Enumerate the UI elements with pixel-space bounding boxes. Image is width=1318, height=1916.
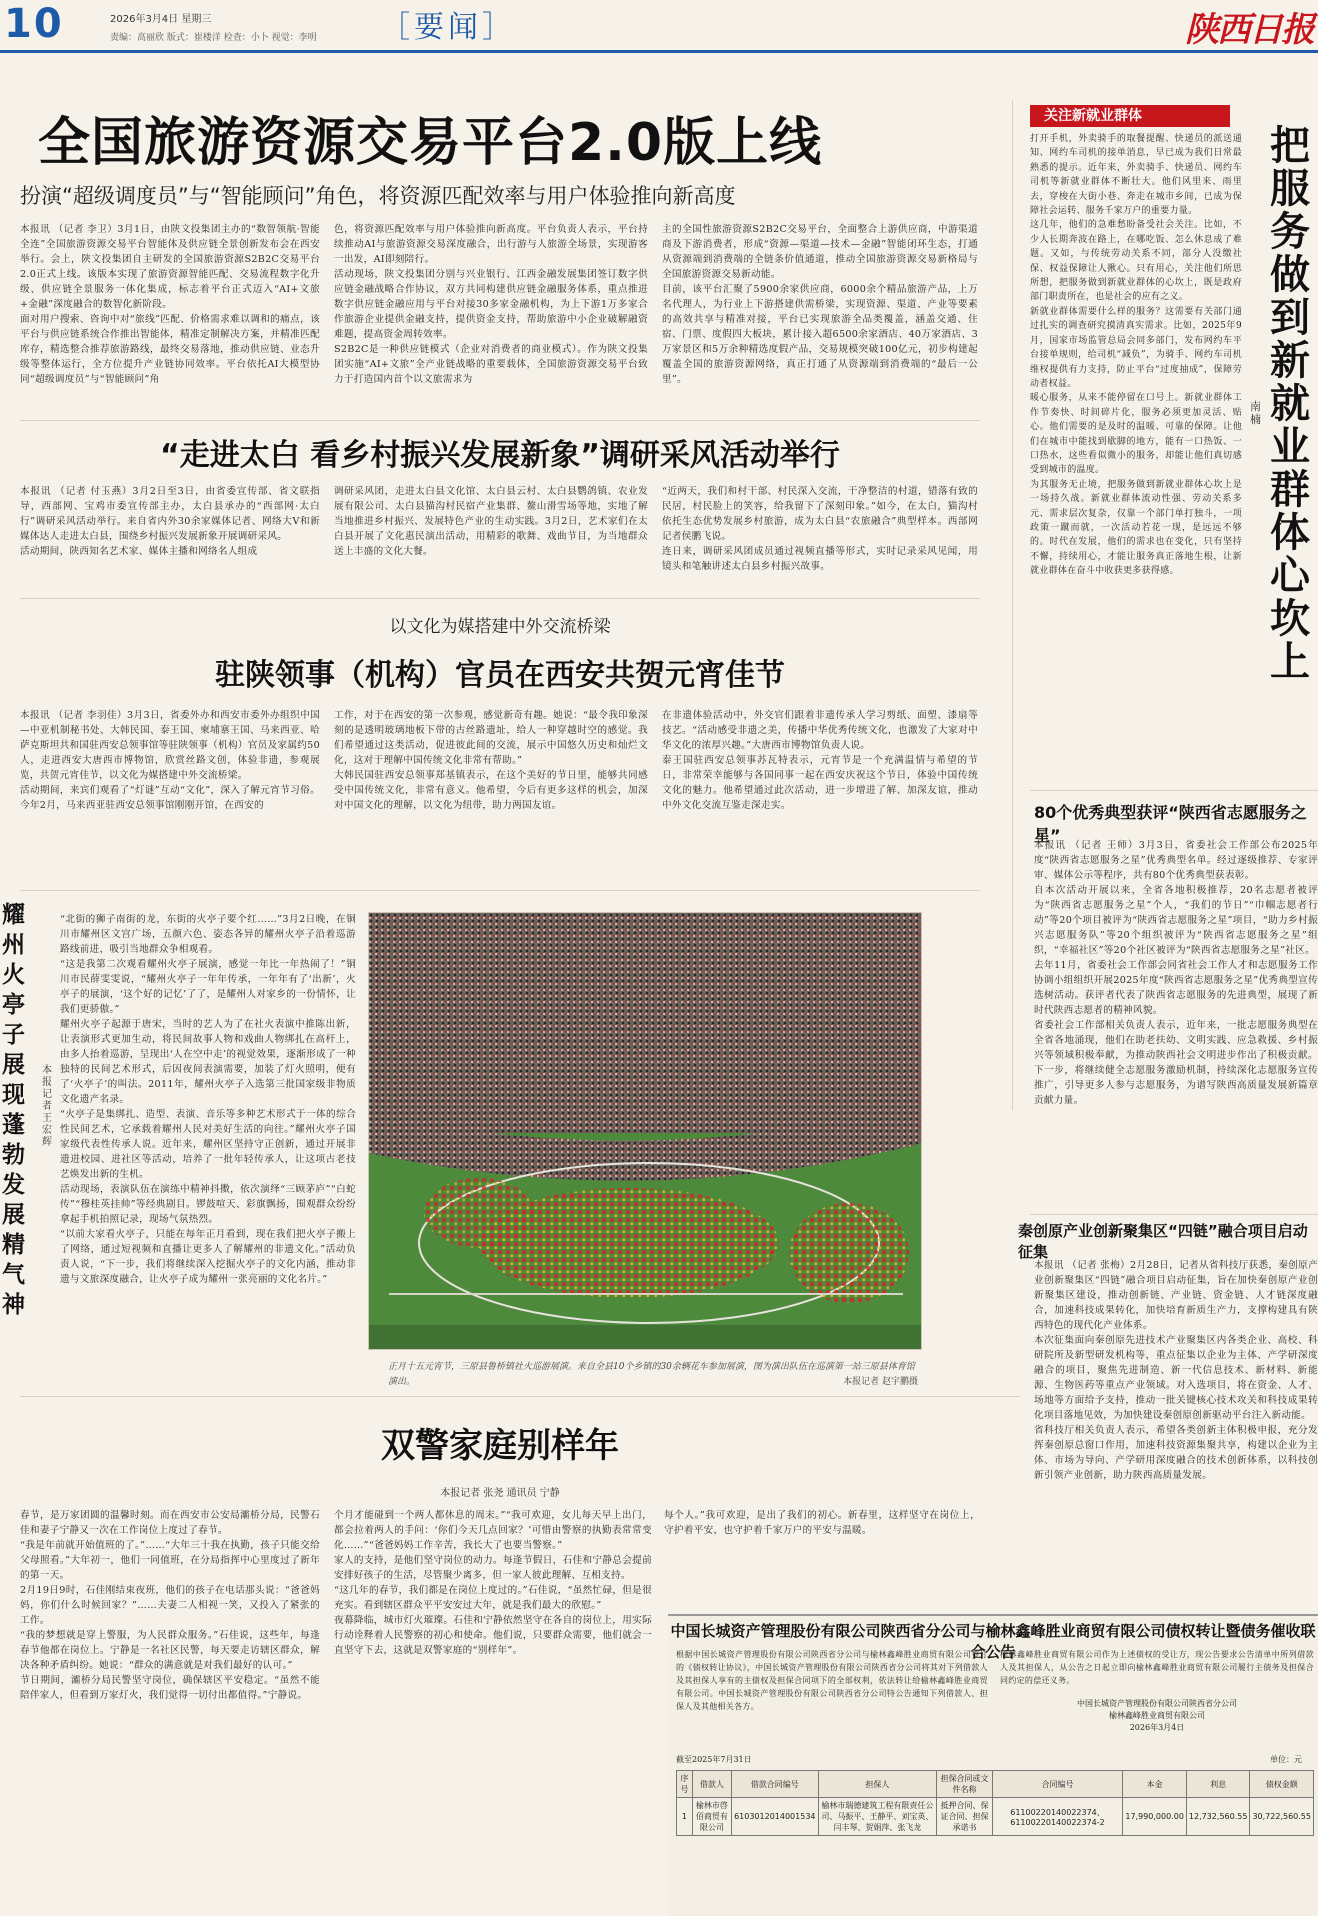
column-body: 打开手机，外卖骑手的取餐提醒、快递员的派送通知、网约车司机的接单消息，早已成为我们日常最熟悉的提示。近年来，外卖骑手、快递员、网约车司机等新就业群体不断壮大。他们风里来、雨里去，穿梭在大街小巷、奔走在城市乡间，已成为保障社会运转、服务千家万户的重要力量。 这几年，他们的急难愁盼备受社会关注。比如，不少人长期奔波在路上，在哪吃饭、怎么休息成了难题。又如，与传统劳动关系不同，部分人没缴社保、权益保障让人揪心。只有用心，关注他们所思所想，把服务做到新就业群体的心坎上，既是政府部门职责所在，也是社会的应有之义。 新就业群体需要什么样的服务？这需要有关部门通过扎实的调查研究摸清真实需求。比如，2025年9月，国家市场监管总局会同多部门，发布网约车平台接单规则，给司机“减负”，为骑手、网约车司机维权提供有力支持，防止平台“过度抽成”，保障劳动者权益。 暖心服务，从来不能停留在口号上。新就业群体工作节奏快、时间碎片化，服务必须更加灵活、贴心。他们需要的是及时的温暖、可靠的保障。让他们在城市中能找到歇脚的地方，能有一口热饭、一口热水，这些看似微小的服务，却能让他们真切感受到城市的温度。 为其服务无止境，把服务做到新就业群体心坎上是一场持久战。新就业群体流动性强、劳动关系多元、需求层次复杂，仅靠一个部门单打独斗，一项政策一蹴而就，一次活动若花一现，是远远不够的。时代在发展，他们的需求也在变化，只有坚持不懈，持续用心，才能让服务真正落地生根，让新就业群体在奋斗中收获更多获得感。 [1030,134,1242,577]
lead-body-col-3: 主的全国性旅游资源S2B2C交易平台，全面整合上游供应商，中游渠道商及下游消费者，形成“资源—渠道—技术—金融”智能闭环生态，打通从资源端到消费端的全链条价值通道，推动全国旅游资源交易新格局与全国旅游资源交易新动能。 目前，该平台汇聚了5900余家供应商，6000余个精品旅游产品，上万名代理人，为行业上下游搭建供需桥梁，实现资源、渠道、产业等要素的高效共享与精准对接，平台已实现旅游全品类覆盖，涵盖交通、住宿、门票、度假四大板块，累计接入超6500余家酒店、40万家酒店、3万家景区和5万余种精选度假产品，交易规模突破100亿元，初步构建起覆盖全国的旅游资源网络，真正打通了从资源端到消费端的“最后一公里”。 [662,224,978,385]
table-cell: 61100220140022374、61100220140022374-2 [992,1798,1123,1836]
notice-body-left: 根据中国长城资产管理股份有限公司陕西省分公司与榆林鑫峰胜业商贸有限公司签订的《债权转让协议》，中国长城资产管理股份有限公司陕西省分公司将其对下列借款人及其担保人享有的主债权及担保合同项下的全部权利，依法转让给榆林鑫峰胜业商贸有限公司。中国长城资产管理股份有限公司陕西省分公司特公告通知下列借款人、担保人及其他相关各方。 [676,1650,988,1711]
lantern-body: “北街的狮子南街的龙，东街的火亭子要个红……”3月2日晚，在铜川市耀州区文宫广场，五颜六色、姿态各异的耀州火亭子沿着巡游路线前进，吸引当地群众争相观看。 “这是我第二次观看耀州火亭子展演，感觉一年比一年热闹了！”铜川市民薛雯雯说，“耀州火亭子一年年传承，一年年有了‘出新’，火亭子的展演，‘这个好的记忆’了了，是耀州人对家乡的一份情怀，让我们更骄傲。” 耀州火亭子起源于唐宋，当时的艺人为了在社火表演中推陈出新，让表演形式更加生动，将民间故事人物和戏曲人物绑扎在高杆上，由多人抬着巡游，呈现出‘人在空中走’的视觉效果，逐渐形成了一种独特的民间艺术形式，后因夜间表演需要，加装了灯火照明，便有了‘火亭子’的叫法。2011年，耀州火亭子入选第三批国家级非物质文化遗产名录。 “火亭子是集绑扎、造型、表演、音乐等多种艺术形式于一体的综合性民间艺术，它承载着耀州人民对美好生活的向往。”耀州火亭子国家级代表性传承人说。近年来，耀州区坚持守正创新，通过开展非遗进校园、进社区等活动，培养了一批年轻传承人，让这项古老技艺焕发出新的生机。 活动现场，表演队伍在演练中精神抖擞，依次演绎“三顾茅庐”“白蛇传”“穆桂英挂帅”等经典剧目。锣鼓喧天、彩旗飘扬，围观群众纷纷拿起手机拍照记录，现场气氛热烈。 “以前大家看火亭子，只能在每年正月看到，现在我们把火亭子搬上了网络，通过短视频和直播让更多人了解耀州的非遗文化。”活动负责人说，“下一步，我们将继续深入挖掘火亭子的文化内涵，推动非遗与文旅深度融合，让火亭子成为耀州一张亮丽的文化名片。” [60,914,356,1285]
photo-caption-text: 正月十五元宵节，三原县鲁桥镇社火巡游展演。来自全县10个乡镇的30余辆花车参加展演，图为演出队伍在巡演第一站三原县体育馆演出。 [388,1362,915,1387]
divider [20,598,980,599]
lead-subheadline: 扮演“超级调度员”与“智能顾问”角色，将资源匹配效率与用户体验推向新高度 [20,184,736,208]
table-cell: 榆林市瑞德建筑工程有限责任公司、马振平、王静平、刘宝英、闫丰琴、贺娟萍、张飞龙 [818,1798,937,1836]
page-number: 10 [4,1,64,47]
divider [20,420,980,421]
divider [20,1396,1020,1397]
festival-photo [368,912,922,1350]
notice-signature-2: 榆林鑫峰胜业商贸有限公司 [1109,1711,1205,1720]
table-header-cell: 本金 [1123,1771,1187,1798]
table-cell: 抵押合同、保证合同、担保承诺书 [937,1798,992,1836]
survey-body-col-1: 本报讯 （记者 付玉燕）3月2日至3日，由省委宣传部、省文联指导，西部网、宝鸡市委宣传部主办，太白县承办的“西部网·太白行”调研采风活动举行。来自省内外30余家媒体记者、网络大V和新媒体达人走进太白县，围绕乡村振兴发展新象开展调研采风。 活动期间，陕西知名艺术家、媒体主播和网络名人组成 [20,486,320,557]
festival-photo-illustration [369,913,922,1350]
police-body-col-3: 每个人。”我可欢迎，是出了我们的初心。新春里，这样坚守在岗位上，守护着平安，也守护着千家万户的平安与温暖。 [664,1510,980,1536]
column-headline: 把服务做到新就业群体心坎上 [1270,123,1310,685]
volunteer-body: 本报讯 （记者 王师）3月3日，省委社会工作部公布2025年度“陕西省志愿服务之星”优秀典型名单。经过逐级推荐、专家评审、媒体公示等程序，共有80个优秀典型获表彰。 自本次活动开展以来，全省各地积极推荐，20名志愿者被评为“陕西省志愿服务之星”个人，“我们的节日”“巾帼志愿者行动”等20个项目被评为“陕西省志愿服务之星”项目，“助力乡村振兴志愿服务队”等20个组织被评为“陕西省志愿服务之星”组织，“幸福社区”等20个社区被评为“陕西省志愿服务之星”社区。 去年11月，省委社会工作部会同省社会工作人才和志愿服务工作协调小组组织开展2025年度“陕西省志愿服务之星”优秀典型宣传选树活动。获评者代表了陕西省志愿服务的先进典型，展现了新时代陕西志愿者的精神风貌。 省委社会工作部相关负责人表示，近年来，一批志愿服务典型在全省各地涌现，他们在助老扶幼、文明实践、应急救援、乡村振兴等领域积极奉献，为推动陕西社会文明进步作出了积极贡献。下一步，将继续健全志愿服务激励机制，持续深化志愿服务宣传推广，引导更多人参与志愿服务，为谱写陕西高质量发展新篇章贡献力量。 [1034,840,1318,1106]
table-header-row [677,1771,1314,1798]
lead-headline: 全国旅游资源交易平台2.0版上线 [38,113,823,173]
divider [1030,1214,1318,1215]
editorial-staff: 责编：高丽欣 版式：崔楼洋 检查：小卜 视觉：李明 [110,33,317,43]
lantern-byline: 本报记者 王宏辉 [42,1065,52,1148]
column-author: 南楠 [1250,400,1261,426]
divider [20,890,980,891]
police-body-col-2: 个月才能碰到一个两人都休息的周末。”“我可欢迎，女儿每天早上出门，都会拉着两人的手问：‘你们今天几点回家？’可惜由警察的执勤表常常变化……”“爸爸妈妈工作辛苦，我长大了也要当警察。” 家人的支持，是他们坚守岗位的动力。每逢节假日，石佳和宁静总会提前安排好孩子的生活，尽管聚少离多，但一家人彼此理解、互相支持。 “这几年的春节，我们都是在岗位上度过的。”石佳说，“虽然忙碌，但是很充实。看到辖区群众平平安安过大年，就是我们最大的欣慰。” 夜幕降临，城市灯火璀璨。石佳和宁静依然坚守在各自的岗位上，用实际行动诠释着人民警察的初心和使命。他们说，只要群众需要，他们就会一直坚守下去，这就是双警家庭的“别样年”。 [334,1510,652,1656]
column-tag: 关注新就业群体 [1030,105,1230,127]
survey-headline: “走进太白 看乡村振兴发展新象”调研采风活动举行 [160,438,840,473]
lead-body-col-1: 本报讯 （记者 李卫）3月1日，由陕文投集团主办的“数智领航·智能全连”全国旅游资源交易平台智能体及供应链全景创新发布会在西安举行。会上，陕文投集团自主研发的全国旅游资源S2B2C交易平台2.0正式上线。该版本实现了旅游资源智能匹配、交易流程数字化升级、供应链全景服务一体化集成，标志着平台正式迈入“AI+文旅+金融”深度融合的数智化新阶段。 面对用户搜索、咨询中对“旅线”匹配、价格需求难以调和的痛点，该平台与供应链系统合作推出智能体，精准定制解决方案，并精准匹配库存，精选整合推荐旅游路线，最终交易落地，推动供应链、业态升级等整体运行，全方位提升产业链协同效率。平台依托AI大模型协同“超级调度员”与“智能顾问”角 [20,224,320,385]
table-header-cell: 合同编号 [992,1771,1123,1798]
innovation-body: 本报讯 （记者 张梅）2月28日，记者从省科技厅获悉，秦创原产业创新聚集区“四链”融合项目启动征集，旨在加快秦创原产业创新聚集区建设，推动创新链、产业链、资金链、人才链深度融合，加速科技成果转化，加快培育新质生产力，支撑构建具有陕西特色的现代化产业体系。 本次征集面向秦创原先进技术产业聚集区内各类企业、高校、科研院所及新型研发机构等，重点征集以企业为主体、产学研深度融合的项目，聚焦先进制造、新一代信息技术、新材料、新能源、生物医药等重点产业领域。对入选项目，将在资金、人才、场地等方面给予支持，推动一批关键核心技术攻关和科技成果转化项目落地见效，为加快建设秦创原创新驱动平台注入新动能。 省科技厅相关负责人表示，希望各类创新主体积极申报，充分发挥秦创原总窗口作用，加速科技资源集聚共享，构建以企业为主体、市场为导向、产学研用深度融合的技术创新体系，以科技创新引领产业创新，助力陕西高质量发展。 [1034,1260,1318,1481]
survey-body-col-3: “近两天，我们和村干部、村民深入交流，干净整洁的村道，错落有致的民居，村民脸上的笑容，给我留下了深刻印象。”如今，在太白，猫沟村依托生态优势发展乡村旅游，成为太白县“农旅融合”典型样本。西部网记者侯鹏飞说。 连日来，调研采风团成员通过视频直播等形式，实时记录采风见闻，用镜头和笔触讲述太白县乡村振兴故事。 [662,486,978,572]
column-divider [1012,100,1013,1110]
notice-signature-1: 中国长城资产管理股份有限公司陕西省分公司 [1077,1699,1237,1708]
table-cell: 6103012014001534 [732,1798,818,1836]
lead-body-col-2: 色，将资源匹配效率与用户体验推向新高度。平台负责人表示，平台持续推动AI与旅游资源交易深度融合，出行游与人旅游全场景，实现游客一出发，AI即刻陪行。 活动现场，陕文投集团分别与兴业银行、江西金融发展集团签订数字供应链金融战略合作协议，双方共同构建供应链金融服务体系，重点推进数字供应链金融应用与平台对接30多家金融机构，为上下游1万多家合作旅游企业提供金融支持，提供资金支持，帮助旅游中小企业破解融资难题，提高资金周转效率。 S2B2C是一种供应链模式（企业对消费者的商业模式）。作为陕文投集团实施“AI+文旅”全产业链战略的重要载体，全国旅游资源交易平台致力于打造国内首个以文旅需求为 [334,224,648,385]
consulate-body-col-1: 本报讯 （记者 李羽佳）3月3日，省委外办和西安市委外办组织中国—中亚机制秘书处、大韩民国、泰王国、柬埔寨王国、马来西亚、哈萨克斯坦共和国驻西安总领事馆等驻陕领事（机构）官员及家属约50人，走进西安大唐西市博物馆，欣赏丝路文创，体验非遗，参观展览，共贺元宵佳节，以文化为媒搭建中外交流桥梁。 活动期间，来宾们观看了“灯谜”互动“文化”，深入了解元宵节习俗。今年2月，马来西亚驻西安总领事馆刚刚开馆，在西安的 [20,710,320,811]
table-header-cell: 利息 [1186,1771,1250,1798]
innovation-headline: 秦创原产业创新聚集区“四链”融合项目启动征集 [1018,1222,1308,1261]
notice-table-unit: 单位：元 [1270,1755,1302,1764]
table-row [677,1798,1314,1836]
volunteer-headline: 80个优秀典型获评“陕西省志愿服务之星” [1034,803,1307,845]
notice-body-right: 榆林鑫峰胜业商贸有限公司作为上述债权的受让方，现公告要求公告清单中所列借款人及其担保人，从公告之日起立即向榆林鑫峰胜业商贸有限公司履行主债务及担保合同约定的偿还义务。 [1000,1650,1314,1685]
photo-caption [388,1360,918,1390]
table-header-cell: 序号 [677,1771,693,1798]
table-cell: 30,722,560.55 [1250,1798,1314,1836]
consulate-headline: 驻陕领事（机构）官员在西安共贺元宵佳节 [215,658,785,693]
table-header-cell: 借款人 [692,1771,731,1798]
police-byline: 本报记者 张尧 通讯员 宁静 [440,1488,560,1499]
consulate-body-col-3: 在非遗体验活动中，外交官们跟着非遗传承人学习剪纸、面塑、漆扇等技艺。“活动感受非遗之美，传播中华优秀传统文化，也激发了大家对中华文化的浓厚兴趣。”大唐西市博物馆负责人说。 泰王国驻西安总领事苏瓦特表示，元宵节是一个充满温情与希望的节日，非常荣幸能够与各国同事一起在西安庆祝这个节日，体验中国传统文化的魅力。他希望通过此次活动，进一步增进了解、加深友谊，推动中外文化交流互鉴走深走实。 [662,710,978,811]
notice-debt-table [676,1770,1314,1836]
section-name: ［要闻］ [380,10,516,45]
divider [1030,790,1318,791]
newspaper-logo: 陕西日报 [1185,10,1313,50]
table-header-cell: 担保合同或文件名称 [937,1771,992,1798]
table-cell: 1 [677,1798,693,1836]
survey-body-col-2: 调研采风团，走进太白县文化馆、太白县云村、太白县鹦鸽镇、农业发展有限公司、太白县猫沟村民宿产业集群、鳌山滑雪场等地，实地了解当地推进乡村振兴、发展特色产业的生动实践。3月2日，艺术家们在太白县开展了文化惠民演出活动，用精彩的歌舞、戏曲节目，为当地群众送上丰盛的文化大餐。 [334,486,648,557]
notice-signature [1000,1698,1314,1734]
police-body-col-1: 春节，是万家团圆的温馨时刻。而在西安市公安局灞桥分局，民警石佳和妻子宁静又一次在工作岗位上度过了春节。 “我是年前就开始值班的了。”……“大年三十我在执勤，孩子只能交给父母照看。”大年初一，他们一同值班，在分局指挥中心里度过了新年的第一天。 2月19日9时，石佳刚结束夜班，他们的孩子在电话那头说：“爸爸妈妈，你们什么时候回家？”……夫妻二人相视一笑，又投入了紧张的工作。 “我的梦想就是穿上警服，为人民群众服务。”石佳说，这些年，每逢春节他都在岗位上。宁静是一名社区民警，每天要走访辖区群众，解决各种矛盾纠纷。她说：“群众的满意就是对我们最好的认可。” 节日期间，灞桥分局民警坚守岗位，确保辖区平安稳定。“虽然不能陪伴家人，但看到万家灯火，我们觉得一切付出都值得。”宁静说。 [20,1510,320,1701]
table-cell: 17,990,000.00 [1123,1798,1187,1836]
notice-title: 中国长城资产管理股份有限公司陕西省分公司与榆林鑫峰胜业商贸有限公司债权转让暨债务催收联合公告 [670,1622,1316,1661]
issue-date: 2026年3月4日 星期三 [110,14,212,25]
consulate-body-col-2: 工作，对于在西安的第一次参观，感觉新奇有趣。她说：“最令我印象深刻的是透明玻璃地板下带的古丝路遗址，给人一种穿越时空的感觉。我们希望通过这类活动，促进彼此间的交流，展示中国悠久历史和灿烂文化，这对于理解中国传统文化非常有帮助。” 大韩民国驻西安总领事郑基镇表示，在这个美好的节日里，能够共同感受中国传统文化，非常有意义。他希望，今后有更多这样的机会，加深对中国文化的理解，以文化为纽带，助力两国友谊。 [334,710,648,811]
notice-table-note: 截至2025年7月31日 [676,1755,752,1764]
consulate-kicker: 以文化为媒搭建中外交流桥梁 [389,617,611,637]
table-header-cell: 债权金额 [1250,1771,1314,1798]
table-header-cell: 借款合同编号 [732,1771,818,1798]
photo-credit: 本报记者 赵宇鹏摄 [843,1377,918,1387]
table-cell: 榆林市啓佰商贸有限公司 [692,1798,731,1836]
police-headline: 双警家庭别样年 [381,1426,619,1466]
notice-signature-date: 2026年3月4日 [1129,1723,1185,1732]
table-cell: 12,732,560.55 [1186,1798,1250,1836]
table-header-cell: 担保人 [818,1771,937,1798]
header-divider [0,50,1318,53]
lantern-headline: 耀州火亭子展现蓬勃发展精气神 [2,902,25,1318]
